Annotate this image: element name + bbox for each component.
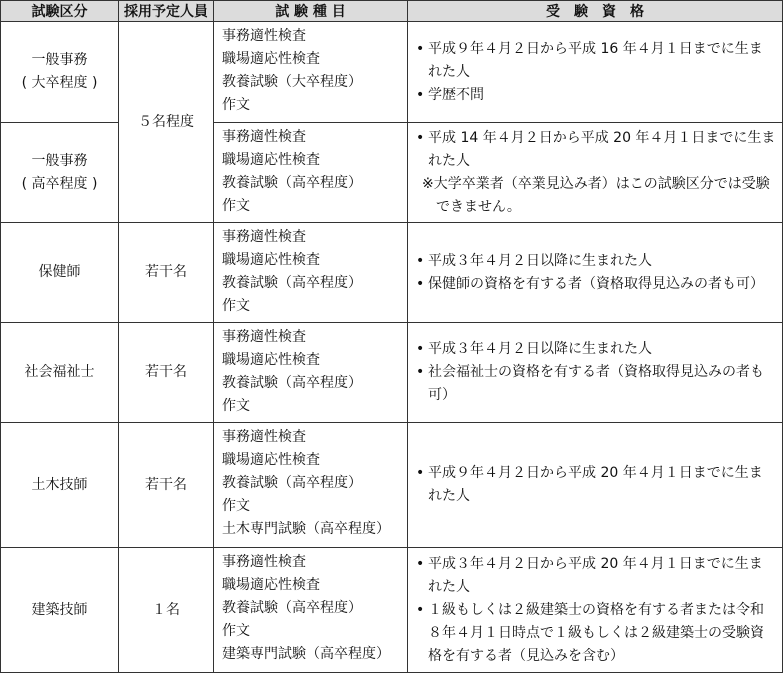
items-cell: [214, 423, 408, 548]
exam-item: 教養試験（高卒程度）: [222, 600, 362, 616]
exam-item: 教養試験（大卒程度）: [222, 74, 362, 90]
exam-item: 作文: [222, 498, 250, 514]
exam-item: 事務適性検査: [222, 329, 306, 345]
exam-item: 事務適性検査: [222, 129, 306, 145]
exam-item: 建築専門試験（高卒程度）: [222, 646, 390, 662]
qualification-item: • 学歴不問: [414, 84, 776, 107]
table-row: [1, 223, 783, 323]
exam-item: 作文: [222, 198, 250, 214]
header-items: 試 験 種 目: [214, 1, 408, 22]
qualification-item: • 保健師の資格を有する者（資格取得見込みの者も可）: [414, 273, 776, 296]
items-cell: [214, 323, 408, 423]
header-headcount: 採用予定人員: [119, 1, 214, 22]
exam-item: 教養試験（高卒程度）: [222, 275, 362, 291]
items-cell: [214, 548, 408, 673]
qualification-item: • １級もしくは２級建築士の資格を有する者または令和８年４月１日時点で１級もしくは２級建築士の受験資格を有する者（見込みを含む）: [414, 599, 776, 668]
category-cell: [1, 22, 119, 123]
qualification-note: ※大学卒業者（卒業見込み者）はこの試験区分では受験できません。: [422, 175, 770, 215]
qualification-item: • 平成９年４月２日から平成 20 年４月１日までに生まれた人: [414, 462, 776, 508]
qualification-cell: [408, 548, 783, 673]
exam-item: 土木専門試験（高卒程度）: [222, 521, 390, 537]
exam-item: 教養試験（高卒程度）: [222, 475, 362, 491]
qualification-cell: [408, 423, 783, 548]
header-category: 試験区分: [1, 1, 119, 22]
qualification-item: • 平成３年４月２日以降に生まれた人: [414, 338, 776, 361]
items-cell: [214, 223, 408, 323]
exam-item: 事務適性検査: [222, 28, 306, 44]
category-cell: [1, 223, 119, 323]
headcount-cell: 若干名: [119, 423, 214, 548]
exam-item: 職場適応性検査: [222, 352, 320, 368]
exam-item: 職場適応性検査: [222, 252, 320, 268]
exam-item: 作文: [222, 97, 250, 113]
table-row: [1, 548, 783, 673]
exam-item: 作文: [222, 298, 250, 314]
exam-item: 事務適性検査: [222, 229, 306, 245]
category-name: 社会福祉士: [24, 364, 95, 380]
category-cell: [1, 423, 119, 548]
category-name: 一般事務: [31, 152, 88, 169]
items-cell: [214, 22, 408, 123]
exam-item: 事務適性検査: [222, 429, 306, 445]
category-name: 土木技師: [31, 476, 88, 493]
table-row: [1, 123, 783, 223]
headcount-cell: 若干名: [119, 323, 214, 423]
category-cell: [1, 123, 119, 223]
category-name: 建築技師: [31, 601, 88, 618]
qualification-item: • 平成３年４月２日から平成 20 年４月１日までに生まれた人: [414, 553, 776, 599]
exam-item: 作文: [222, 623, 250, 639]
headcount-cell: １名: [119, 548, 214, 673]
items-cell: [214, 123, 408, 223]
qualification-cell: [408, 22, 783, 123]
qualification-item: • 平成 14 年４月２日から平成 20 年４月１日までに生まれた人: [414, 127, 776, 173]
table-row: [1, 323, 783, 423]
category-name: 一般事務: [31, 52, 88, 68]
category-level: ( 高卒程度 ): [21, 175, 98, 192]
exam-item: 職場適応性検査: [222, 51, 320, 67]
exam-item: 職場適応性検査: [222, 152, 320, 168]
exam-item: 教養試験（高卒程度）: [222, 175, 362, 191]
qualification-cell: [408, 323, 783, 423]
exam-item: 教養試験（高卒程度）: [222, 375, 362, 391]
table-row: [1, 423, 783, 548]
header-row: [1, 1, 783, 22]
category-cell: [1, 323, 119, 423]
qualification-cell: [408, 123, 783, 223]
category-cell: [1, 548, 119, 673]
category-level: ( 大卒程度 ): [21, 75, 98, 91]
header-qualification: 受 験 資 格: [408, 1, 783, 22]
qualification-item: • 平成３年４月２日以降に生まれた人: [414, 250, 776, 273]
headcount-cell: 若干名: [119, 223, 214, 323]
qualification-cell: [408, 223, 783, 323]
table-row: [1, 22, 783, 123]
category-name: 保健師: [38, 264, 81, 280]
exam-item: 作文: [222, 398, 250, 414]
exam-item: 事務適性検査: [222, 554, 306, 570]
headcount-cell: ５名程度: [119, 22, 214, 223]
exam-item: 職場適応性検査: [222, 577, 320, 593]
qualification-item: • 平成９年４月２日から平成 16 年４月１日までに生まれた人: [414, 38, 776, 84]
qualification-item: • 社会福祉士の資格を有する者（資格取得見込みの者も可）: [414, 361, 776, 407]
exam-item: 職場適応性検査: [222, 452, 320, 468]
